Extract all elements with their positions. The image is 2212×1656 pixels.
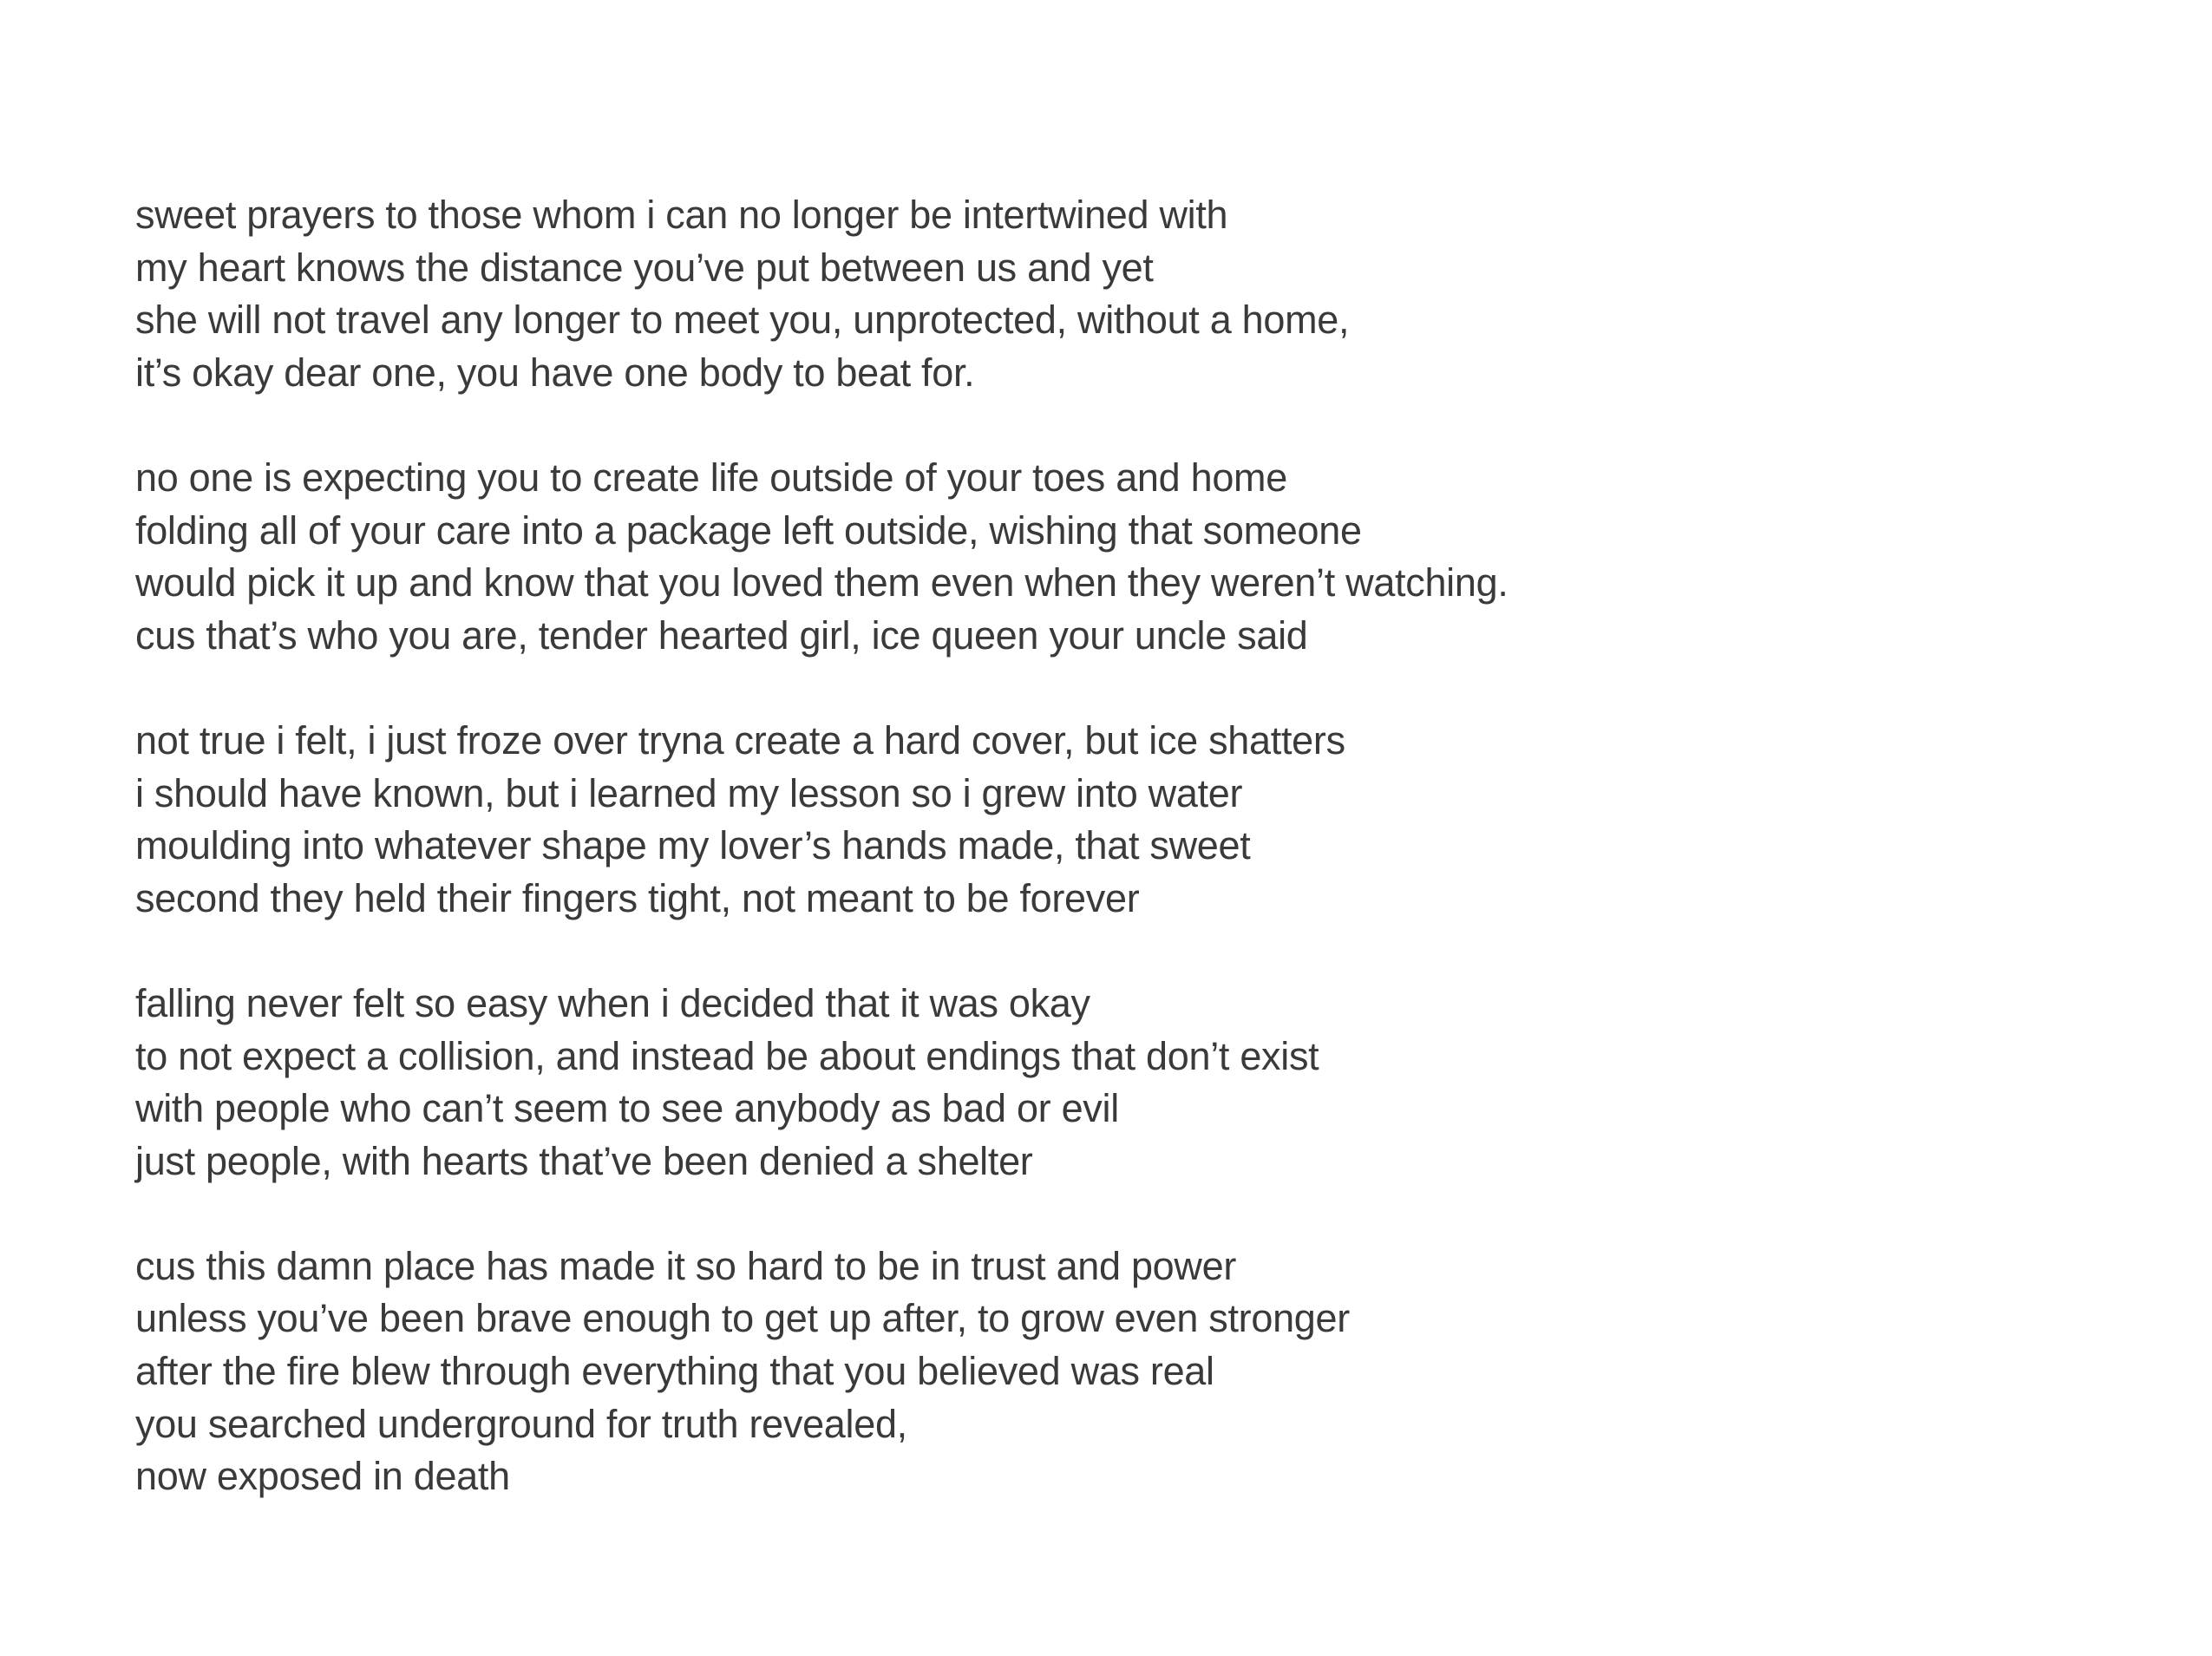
poem-line: unless you’ve been brave enough to get up after, to grow even stronger — [135, 1296, 1350, 1341]
poem-line: to not expect a collision, and instead be about endings that don’t exist — [135, 1033, 1319, 1078]
poem-line: not true i felt, i just froze over tryna create a hard cover, but ice shatters — [135, 717, 1345, 763]
poem-line: my heart knows the distance you’ve put between us and yet — [135, 245, 1154, 290]
poem-line: i should have known, but i learned my lesson so i grew into water — [135, 770, 1243, 815]
poem-line: falling never felt so easy when i decided that it was okay — [135, 980, 1090, 1025]
stanza-3 — [135, 715, 2130, 925]
stanza-5 — [135, 1240, 2130, 1503]
poem-line: cus this damn place has made it so hard to be in trust and power — [135, 1243, 1237, 1288]
poem-line: just people, with hearts that’ve been denied a shelter — [135, 1138, 1033, 1183]
poem-line: it’s okay dear one, you have one body to beat for. — [135, 350, 975, 395]
poem-line: cus that’s who you are, tender hearted girl, ice queen your uncle said — [135, 612, 1308, 658]
poem-line: sweet prayers to those whom i can no longer be intertwined with — [135, 193, 1228, 237]
poem-line: would pick it up and know that you loved them even when they weren’t watching. — [135, 560, 1508, 605]
poem-line: now exposed in death — [135, 1454, 510, 1499]
poem-line: no one is expecting you to create life outside of your toes and home — [135, 455, 1287, 500]
stanza-2 — [135, 452, 2130, 662]
poem-line: moulding into whatever shape my lover’s hands made, that sweet — [135, 823, 1251, 868]
poem-line: folding all of your care into a package left outside, wishing that someone — [135, 507, 1362, 553]
stanza-1 — [135, 189, 2130, 399]
poem-line: after the fire blew through everything that you believed was real — [135, 1349, 1214, 1394]
poem-line: with people who can’t seem to see anybody as bad or evil — [135, 1086, 1119, 1131]
stanza-4 — [135, 978, 2130, 1188]
poem-line: she will not travel any longer to meet you, unprotected, without a home, — [135, 298, 1350, 343]
poem-line: second they held their fingers tight, not meant to be forever — [135, 875, 1140, 920]
poem-body — [135, 189, 2130, 1503]
poem-line: you searched underground for truth revealed, — [135, 1401, 907, 1446]
